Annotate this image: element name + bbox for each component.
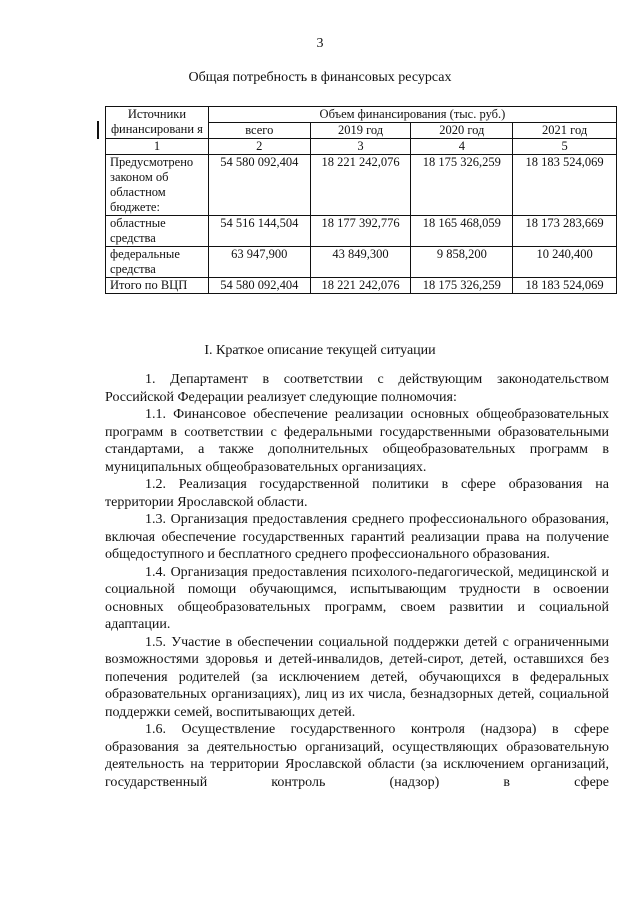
row-value: 18 165 468,059 — [411, 216, 513, 247]
row-value: 54 580 092,404 — [208, 155, 310, 216]
paragraph: 1.3. Организация предоставления среднего профессионального образования, включая обеспечение государственных гарантий реализации права на получение общедоступного и бесплатного среднего профессионального образования. — [105, 512, 609, 562]
financing-table — [105, 106, 617, 294]
row-value: 18 183 524,069 — [513, 155, 617, 216]
row-value: 63 947,900 — [208, 247, 310, 278]
row-value: 18 175 326,259 — [411, 155, 513, 216]
page-number: 3 — [316, 36, 324, 51]
paragraph: 1.4. Организация предоставления психолого-педагогической, медицинской и социальной помощи обучающимся, испытывающим трудности в освоении основных общеобразовательных программ, своем развитии и социальной адаптации. — [105, 564, 609, 632]
row-label: Итого по ВЦП — [106, 278, 209, 294]
row-value: 18 175 326,259 — [411, 278, 513, 294]
section-title: I. Краткое описание текущей ситуации — [204, 343, 436, 358]
index-cell: 3 — [310, 139, 411, 155]
row-value: 18 221 242,076 — [310, 278, 411, 294]
header-total: всего — [208, 123, 310, 139]
table-row-total — [106, 278, 617, 294]
header-2020: 2020 год — [411, 123, 513, 139]
row-value: 54 580 092,404 — [208, 278, 310, 294]
row-value: 18 183 524,069 — [513, 278, 617, 294]
index-cell: 5 — [513, 139, 617, 155]
header-volume: Объем финансирования (тыс. руб.) — [208, 107, 616, 123]
table-row — [106, 155, 617, 216]
paragraph: 1.1. Финансовое обеспечение реализации основных общеобразовательных программ в соответствии с федеральными государственными образовательными стандартами, а также дополнительных общеобразовательных программ в муниципальных общеобразовательных организациях. — [105, 407, 609, 475]
header-2021: 2021 год — [513, 123, 617, 139]
paragraph: 1.6. Осуществление государственного контроля (надзора) в сфере образования за деятельностью организаций, осуществляющих образовательную деятельность на территории Ярославской области (за исключением организаций, государственный контроль (надзор) в сфере — [105, 722, 609, 790]
row-label: федеральные средства — [106, 247, 209, 278]
margin-bar — [97, 121, 99, 139]
paragraph: 1.2. Реализация государственной политики в сфере образования на территории Ярославской области. — [105, 477, 609, 510]
table-row — [106, 247, 617, 278]
row-value: 9 858,200 — [411, 247, 513, 278]
paragraph: 1. Департамент в соответствии с действующим законодательством Российской Федерации реализует следующие полномочия: — [105, 372, 609, 405]
row-value: 54 516 144,504 — [208, 216, 310, 247]
document-title: Общая потребность в финансовых ресурсах — [188, 70, 452, 85]
row-value: 18 177 392,776 — [310, 216, 411, 247]
table-index-row — [106, 139, 617, 155]
index-cell: 1 — [106, 139, 209, 155]
row-label: Предусмотрено законом об областном бюджете: — [106, 155, 209, 216]
paragraph: 1.5. Участие в обеспечении социальной поддержки детей с ограниченными возможностями здоровья и детей-инвалидов, детей-сирот, детей, оставшихся без попечения родителей (за исключением детей, обучающихся в федеральных образовательных организациях), лиц из их числа, безнадзорных детей, социальной поддержки семей, воспитывающих детей. — [105, 634, 609, 720]
row-value: 18 173 283,669 — [513, 216, 617, 247]
index-cell: 4 — [411, 139, 513, 155]
body-text — [105, 371, 609, 791]
row-value: 43 849,300 — [310, 247, 411, 278]
header-2019: 2019 год — [310, 123, 411, 139]
row-value: 10 240,400 — [513, 247, 617, 278]
row-value: 18 221 242,076 — [310, 155, 411, 216]
row-label: областные средства — [106, 216, 209, 247]
header-sources: Источники финансировани я — [106, 107, 209, 139]
index-cell: 2 — [208, 139, 310, 155]
table-row — [106, 216, 617, 247]
table-header-row — [106, 107, 617, 123]
